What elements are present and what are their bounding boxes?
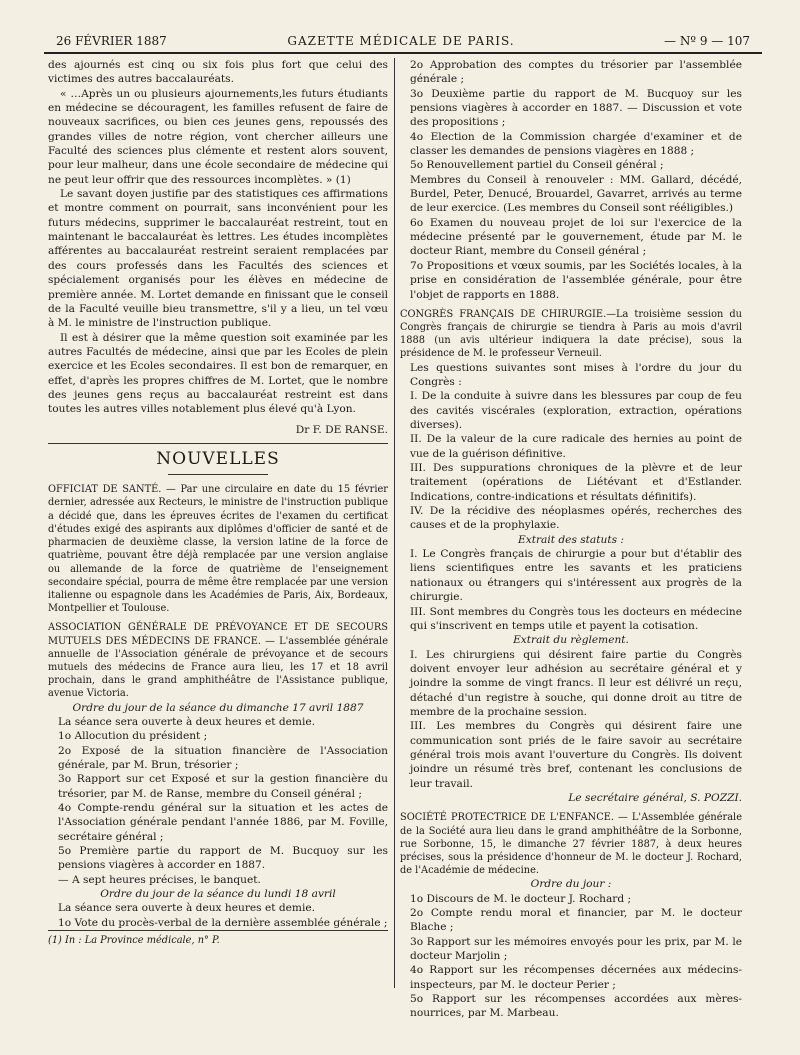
question-item: IV. De la récidive des néoplasmes opérés, recherches des causes et de la prophylaxie. <box>410 505 742 532</box>
agenda-heading: Ordre du jour de la séance du lundi 18 avril <box>100 888 336 900</box>
paragraph: « …Après un ou plusieurs ajournements,les futurs étudiants en médecine se découragent, les familles refusent de faire de nouveaux sacrifices, ou bien ces jeunes gens, repoussés des grandes villes de notre région, vont chercher ailleurs une Faculté des sciences plus clémente et restent alors souvent, pour leur malheur, dans une école secondaire de médecine qui ne peut leur offrir que des ressources incomplètes. » (1) <box>48 87 388 186</box>
paragraph: Il est à désirer que la même question soit examinée par les autres Facultés de médecine, ainsi que par les Ecoles de plein exercice et les Ecoles secondaires. Il est bon de remarquer, en effet, d'après les propres chiffres de M. Lortet, que le nombre des jeunes gens reçus au baccalauréat restreint est dans toutes les autres villes notablement plus élevé qu'à Lyon. <box>48 331 388 416</box>
agenda-item: La séance sera ouverte à deux heures et demie. <box>58 902 315 915</box>
agenda-item: 7o Propositions et vœux soumis, par les Sociétés locales, à la prise en considération de l'assemblée générale, pour être l'objet de rapports en 1888. <box>410 259 742 301</box>
paragraph: Les questions suivantes sont mises à l'ordre du jour du Congrès : <box>410 361 742 388</box>
agenda-item: 5o Première partie du rapport de M. Bucquoy sur les pensions viagères à accorder en 1887. <box>58 844 388 872</box>
news-body: — Par une circulaire en date du 15 février dernier, adressée aux Recteurs, le ministre de l'instruction publique a décidé que, dans les épreuves écrites de l'examen du certificat d'études exigé des aspirants aux diplômes d'officier de santé et de pharmacien de deuxième classe, la version latine de la force de quatrième, pouvant être déjà remplacée par une version anglaise ou allemande de la force de quatrième de l'enseignement secondaire spécial, pourra de même être remplacée par une version italienne ou espagnole dans les Académies de Paris, Aix, Bordeaux, Montpellier et Toulouse. <box>48 484 388 615</box>
agenda-item: 2o Compte rendu moral et financier, par M. le docteur Blache ; <box>410 907 742 934</box>
news-item <box>48 621 388 700</box>
agenda-item: 2o Approbation des comptes du trésorier par l'assemblée générale ; <box>410 59 742 86</box>
news-heading: SOCIÉTÉ PROTECTRICE DE L'ENFANCE. <box>400 812 614 824</box>
footnote: (1) In : La Province médicale, n° P. <box>48 930 388 947</box>
question-item: I. De la conduite à suivre dans les blessures par coup de feu des cavités viscérales (exploration, extraction, opérations diverses). <box>410 390 742 432</box>
secretary-signature <box>400 791 742 805</box>
header-date: 26 FÉVRIER 1887 <box>56 34 167 48</box>
agenda-item: 3o Deuxième partie du rapport de M. Bucquoy sur les pensions viagères à accorder en 1887. — Discussion et vote des propositions ; <box>410 87 742 129</box>
news-heading: ASSOCIATION GÉNÉRALE DE PRÉVOYANCE ET DE SECOURS MUTUELS DES MÉDECINS DE FRANCE. <box>48 622 388 647</box>
agenda-item: 6o Examen du nouveau projet de loi sur l'exercice de la médecine présenté par le gouvernement, étude par M. le docteur Riant, membre du Conseil général ; <box>410 216 742 258</box>
news-heading: OFFICIAT DE SANTÉ. <box>48 484 162 496</box>
agenda-item: 1o Vote du procès-verbal de la dernière assemblée générale ; <box>58 916 388 929</box>
divider <box>168 474 268 475</box>
news-body: —La troisième session du Congrès français de chirurgie se tiendra à Paris au mois d'avril 1888 (un avis ultérieur indiquera la date précise), sous la présidence de M. le professeur Verneuil. <box>400 308 742 360</box>
rule-item: I. Les chirurgiens qui désirent faire partie du Congrès doivent envoyer leur adhésion au secrétaire général et y joindre la somme de vingt francs. Il leur est délivré un reçu, détaché d'un registre à souche, qui donne droit au titre de membre de la prochaine session. <box>410 648 742 718</box>
agenda-heading: Ordre du jour de la séance du dimanche 17 avril 1887 <box>72 701 364 714</box>
subheading: Extrait des statuts : <box>518 533 624 546</box>
agenda-item: 1o Discours de M. le docteur J. Rochard ; <box>410 892 632 905</box>
news-item <box>400 811 742 877</box>
news-item <box>48 483 388 615</box>
agenda-item: 2o Exposé de la situation financière de l'Association générale, par M. Brun, trésorier ; <box>58 744 388 771</box>
agenda-item: La séance sera ouverte à deux heures et demie. <box>58 715 315 728</box>
header-title: GAZETTE MÉDICALE DE PARIS. <box>287 34 515 48</box>
left-column <box>48 58 388 947</box>
question-item: III. Des suppurations chroniques de la plèvre et de leur traitement (opérations de Liétévant et d'Estlander. Indications, contre-indications et résultats définitifs). <box>410 462 742 503</box>
page-header <box>40 34 762 52</box>
agenda-item: 4o Election de la Commission chargée d'examiner et de classer les demandes de pensions viagères en 1888 ; <box>410 130 742 158</box>
agenda-item: 3o Rapport sur les mémoires envoyés pour les prix, par M. le docteur Marjolin ; <box>410 935 742 963</box>
statute-item: III. Sont membres du Congrès tous les docteurs en médecine qui s'inscrivent en temps utile et payent la cotisation. <box>410 605 742 632</box>
agenda-item: 4o Compte-rendu général sur la situation et les actes de l'Association générale pendant l'année 1886, par M. Foville, secrétaire général ; <box>58 801 388 843</box>
agenda-item: 5o Renouvellement partiel du Conseil général ; <box>410 159 664 172</box>
agenda-item: 4o Rapport sur les récompenses décernées aux médecins-inspecteurs, par M. le docteur Perier ; <box>410 964 742 991</box>
agenda-item: — A sept heures précises, le banquet. <box>58 873 261 886</box>
agenda-item: 5o Rapport sur les récompenses accordées aux mères-nourrices, par M. Marbeau. <box>410 993 742 1020</box>
paragraph: Le savant doyen justifie par des statistiques ces affirmations et montre comment on pourrait, sans inconvénient pour les futurs médecins, supprimer le baccalauréat restreint, tout en maintenant le baccalauréat ès lettres. Les études incomplètes afférentes au baccalauréat restreint seraient remplacées par des cours professés dans les Facultés des sciences et spécialement organisés pour les élèves en médecine de première année. M. Lortet demande en finissant que le conseil de la Faculté veuille bieu transmettre, s'il y a lieu, un tel vœu à M. le ministre de l'instruction publique. <box>48 188 388 330</box>
agenda-item: Membres du Conseil à renouveler : MM. Gallard, décédé, Burdel, Peter, Denucé, Brouardel, Gavarret, arrivés au terme de leur exercice. (Les membres du Conseil sont rééligibles.) <box>410 173 742 215</box>
agenda-item: 3o Rapport sur cet Exposé et sur la gestion financière du trésorier, par M. de Ranse, membre du Conseil général ; <box>58 773 388 800</box>
subheading: Extrait du règlement. <box>513 634 629 647</box>
header-rule <box>44 52 762 54</box>
rule-item: III. Les membres du Congrès qui désirent faire une communication sont priés de le faire savoir au secrétaire général trois mois avant l'ouverture du Congrès. Ils doivent joindre un résumé très bref, contenant les conclusions de leur travail. <box>410 720 742 790</box>
news-body: — L'assemblée générale annuelle de l'Association générale de prévoyance et de secours mutuels des médecins de France aura lieu, les 17 et 18 avril prochain, dans le grand amphithéâtre de l'Assistance publique, avenue Victoria. <box>48 635 388 700</box>
column-divider <box>394 58 395 988</box>
header-page-number: — Nº 9 — 107 <box>664 34 750 48</box>
right-column <box>400 58 742 1021</box>
paragraph: des ajournés est cinq ou six fois plus fort que celui des victimes des autres baccalauréats. <box>48 59 388 86</box>
signature: Dr F. DE RANSE. <box>295 423 388 436</box>
agenda-item: 1o Allocution du président ; <box>58 730 208 743</box>
news-heading: CONGRÈS FRANÇAIS DE CHIRURGIE. <box>400 308 607 320</box>
question-item: II. De la valeur de la cure radicale des hernies au point de vue de la guérison définitive. <box>410 433 742 460</box>
news-item <box>400 308 742 361</box>
section-heading: NOUVELLES <box>156 448 280 469</box>
news-body: — L'Assemblée générale de la Société aura lieu dans le grand amphithéâtre de la Sorbonne, rue Sorbonne, 15, le dimanche 27 février 1887, à deux heures précises, sous la présidence d'honneur de M. le docteur J. Rochard, de l'Académie de médecine. <box>400 812 742 877</box>
secretary-text: Le secrétaire général, S. POZZI. <box>568 791 742 804</box>
divider <box>48 443 388 444</box>
agenda-heading: Ordre du jour : <box>530 878 612 891</box>
statute-item: I. Le Congrès français de chirurgie a pour but d'établir des liens scientifiques entre les savants et les praticiens nationaux ou étrangers qui s'intéressent aux progrès de la chirurgie. <box>410 548 742 604</box>
